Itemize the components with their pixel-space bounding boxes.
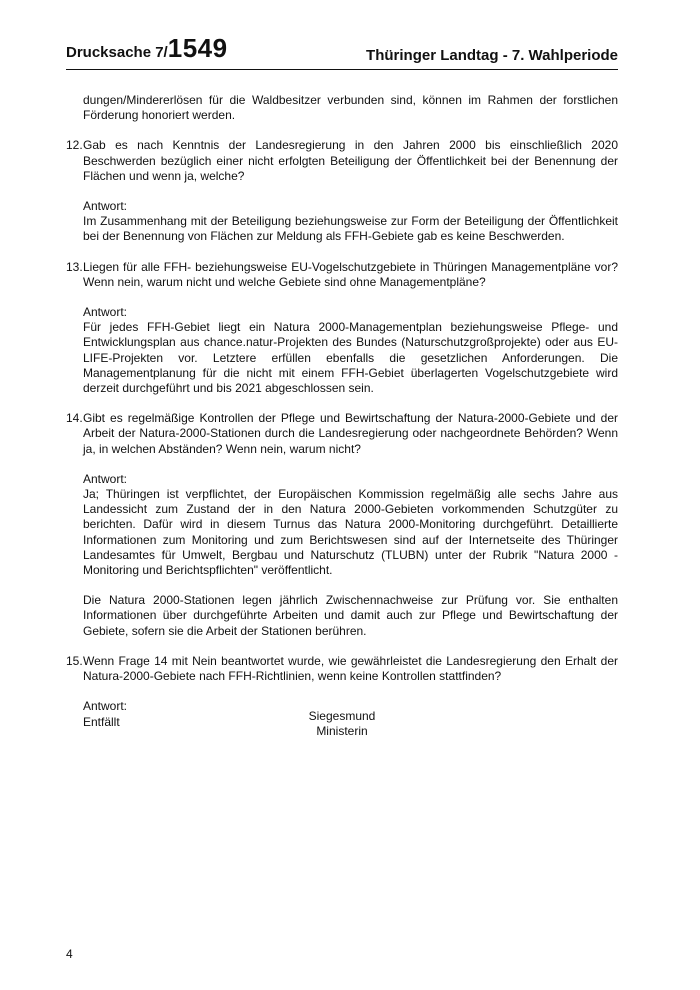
question-14 [66, 411, 618, 457]
answer-text: Ja; Thüringen ist verpflichtet, der Europäischen Kommission regelmäßig alle sechs Jahre aus Landessicht zum Zustand der in den Natura 2000-Gebieten vorkommenden Schutzgüter zu berichten. Dafür wird in diesem Turnus das Natura 2000-Monitoring durchgeführt. Detaillierte Informationen zum Monitoring und zum Berichtswesen sind auf der Internetseite des Thüringer Landesamtes für Umwelt, Bergbau und Naturschutz (TLUBN) unter der Rubrik "Natura 2000 - Monitoring und Berichtspflichten" veröffentlicht. [83, 487, 618, 578]
signature-block [300, 709, 384, 739]
question-13 [66, 260, 618, 290]
question-text: Gab es nach Kenntnis der Landesregierung in den Jahren 2000 bis einschließlich 2020 Beschwerden bezüglich einer nicht erfolgten Beteiligung der Öffentlichkeit bei der Benennung der Flächen und wenn ja, welche? [83, 138, 618, 183]
continuation-paragraph: dungen/Mindererlösen für die Waldbesitzer verbunden sind, können im Rahmen der forstlichen Förderung honoriert werden. [83, 93, 618, 123]
question-12 [66, 138, 618, 184]
question-number: 13. [66, 259, 83, 274]
question-text: Gibt es regelmäßige Kontrollen der Pflege und Bewirtschaftung der Natura-2000-Gebiete und der Arbeit der Natura-2000-Stationen durch die Landesregierung oder nachgeordnete Behörden? Wenn ja, in welchen Abständen? Wenn nein, warum nicht? [83, 411, 618, 456]
question-text: Liegen für alle FFH- beziehungsweise EU-Vogelschutzgebiete in Thüringen Managementpläne vor? Wenn nein, warum nicht und welche Gebiete sind ohne Managementpläne? [83, 259, 618, 289]
question-number: 12. [66, 138, 83, 153]
page-header [66, 34, 618, 68]
answer-label: Antwort: [83, 305, 128, 320]
parliament-title: Thüringer Landtag - 7. Wahlperiode [366, 47, 618, 64]
question-15 [66, 654, 618, 684]
document-body [66, 93, 618, 730]
answer-label: Antwort: [83, 471, 128, 486]
answer-text: Entfällt [83, 714, 120, 729]
question-text: Wenn Frage 14 mit Nein beantwortet wurde, wie gewährleistet die Landesregierung den Erhalt der Natura-2000-Gebiete nach FFH-Richtlinien, wenn keine Kontrollen stattfinden? [83, 653, 618, 684]
header-rule [66, 69, 618, 70]
question-number: 15. [66, 653, 83, 668]
signatory-name: Siegesmund [308, 709, 376, 723]
page-number: 4 [66, 947, 73, 961]
answer-label: Antwort: [83, 199, 128, 214]
question-number: 14. [66, 411, 83, 426]
answer-text: Für jedes FFH-Gebiet liegt ein Natura 2000-Managementplan beziehungsweise Pflege- und Entwicklungsplan aus chance.natur-Projekten des Bundes (Naturschutzgroßprojekte) oder aus EU-LIFE-Projekten vor. Letztere erfüllen ebenfalls die gesetzlichen Anforderungen. Die Managementplanung für die nicht mit einem FFH-Gebiet überlagerten Vogelschutzgebiete wird derzeit durchgeführt und bis 2021 abgeschlossen sein. [83, 320, 618, 396]
signatory-title: Ministerin [316, 724, 368, 739]
answer-text: Im Zusammenhang mit der Beteiligung beziehungsweise zur Form der Beteiligung der Öffentlichkeit bei der Benennung von Flächen zur Meldung als FFH-Gebiete gab es keine Beschwerden. [83, 214, 618, 244]
document-number: 1549 [167, 33, 228, 63]
answer-label: Antwort: [83, 699, 128, 714]
document-id [66, 33, 228, 64]
document-label: Drucksache 7/ [66, 44, 168, 61]
answer-text-continued: Die Natura 2000-Stationen legen jährlich Zwischennachweise zur Prüfung vor. Sie enthalten Informationen über durchgeführte Arbeiten und damit auch zur Pflege und Bewirtschaftung der Gebiete, sofern sie die Arbeit der Stationen berühren. [83, 593, 618, 638]
